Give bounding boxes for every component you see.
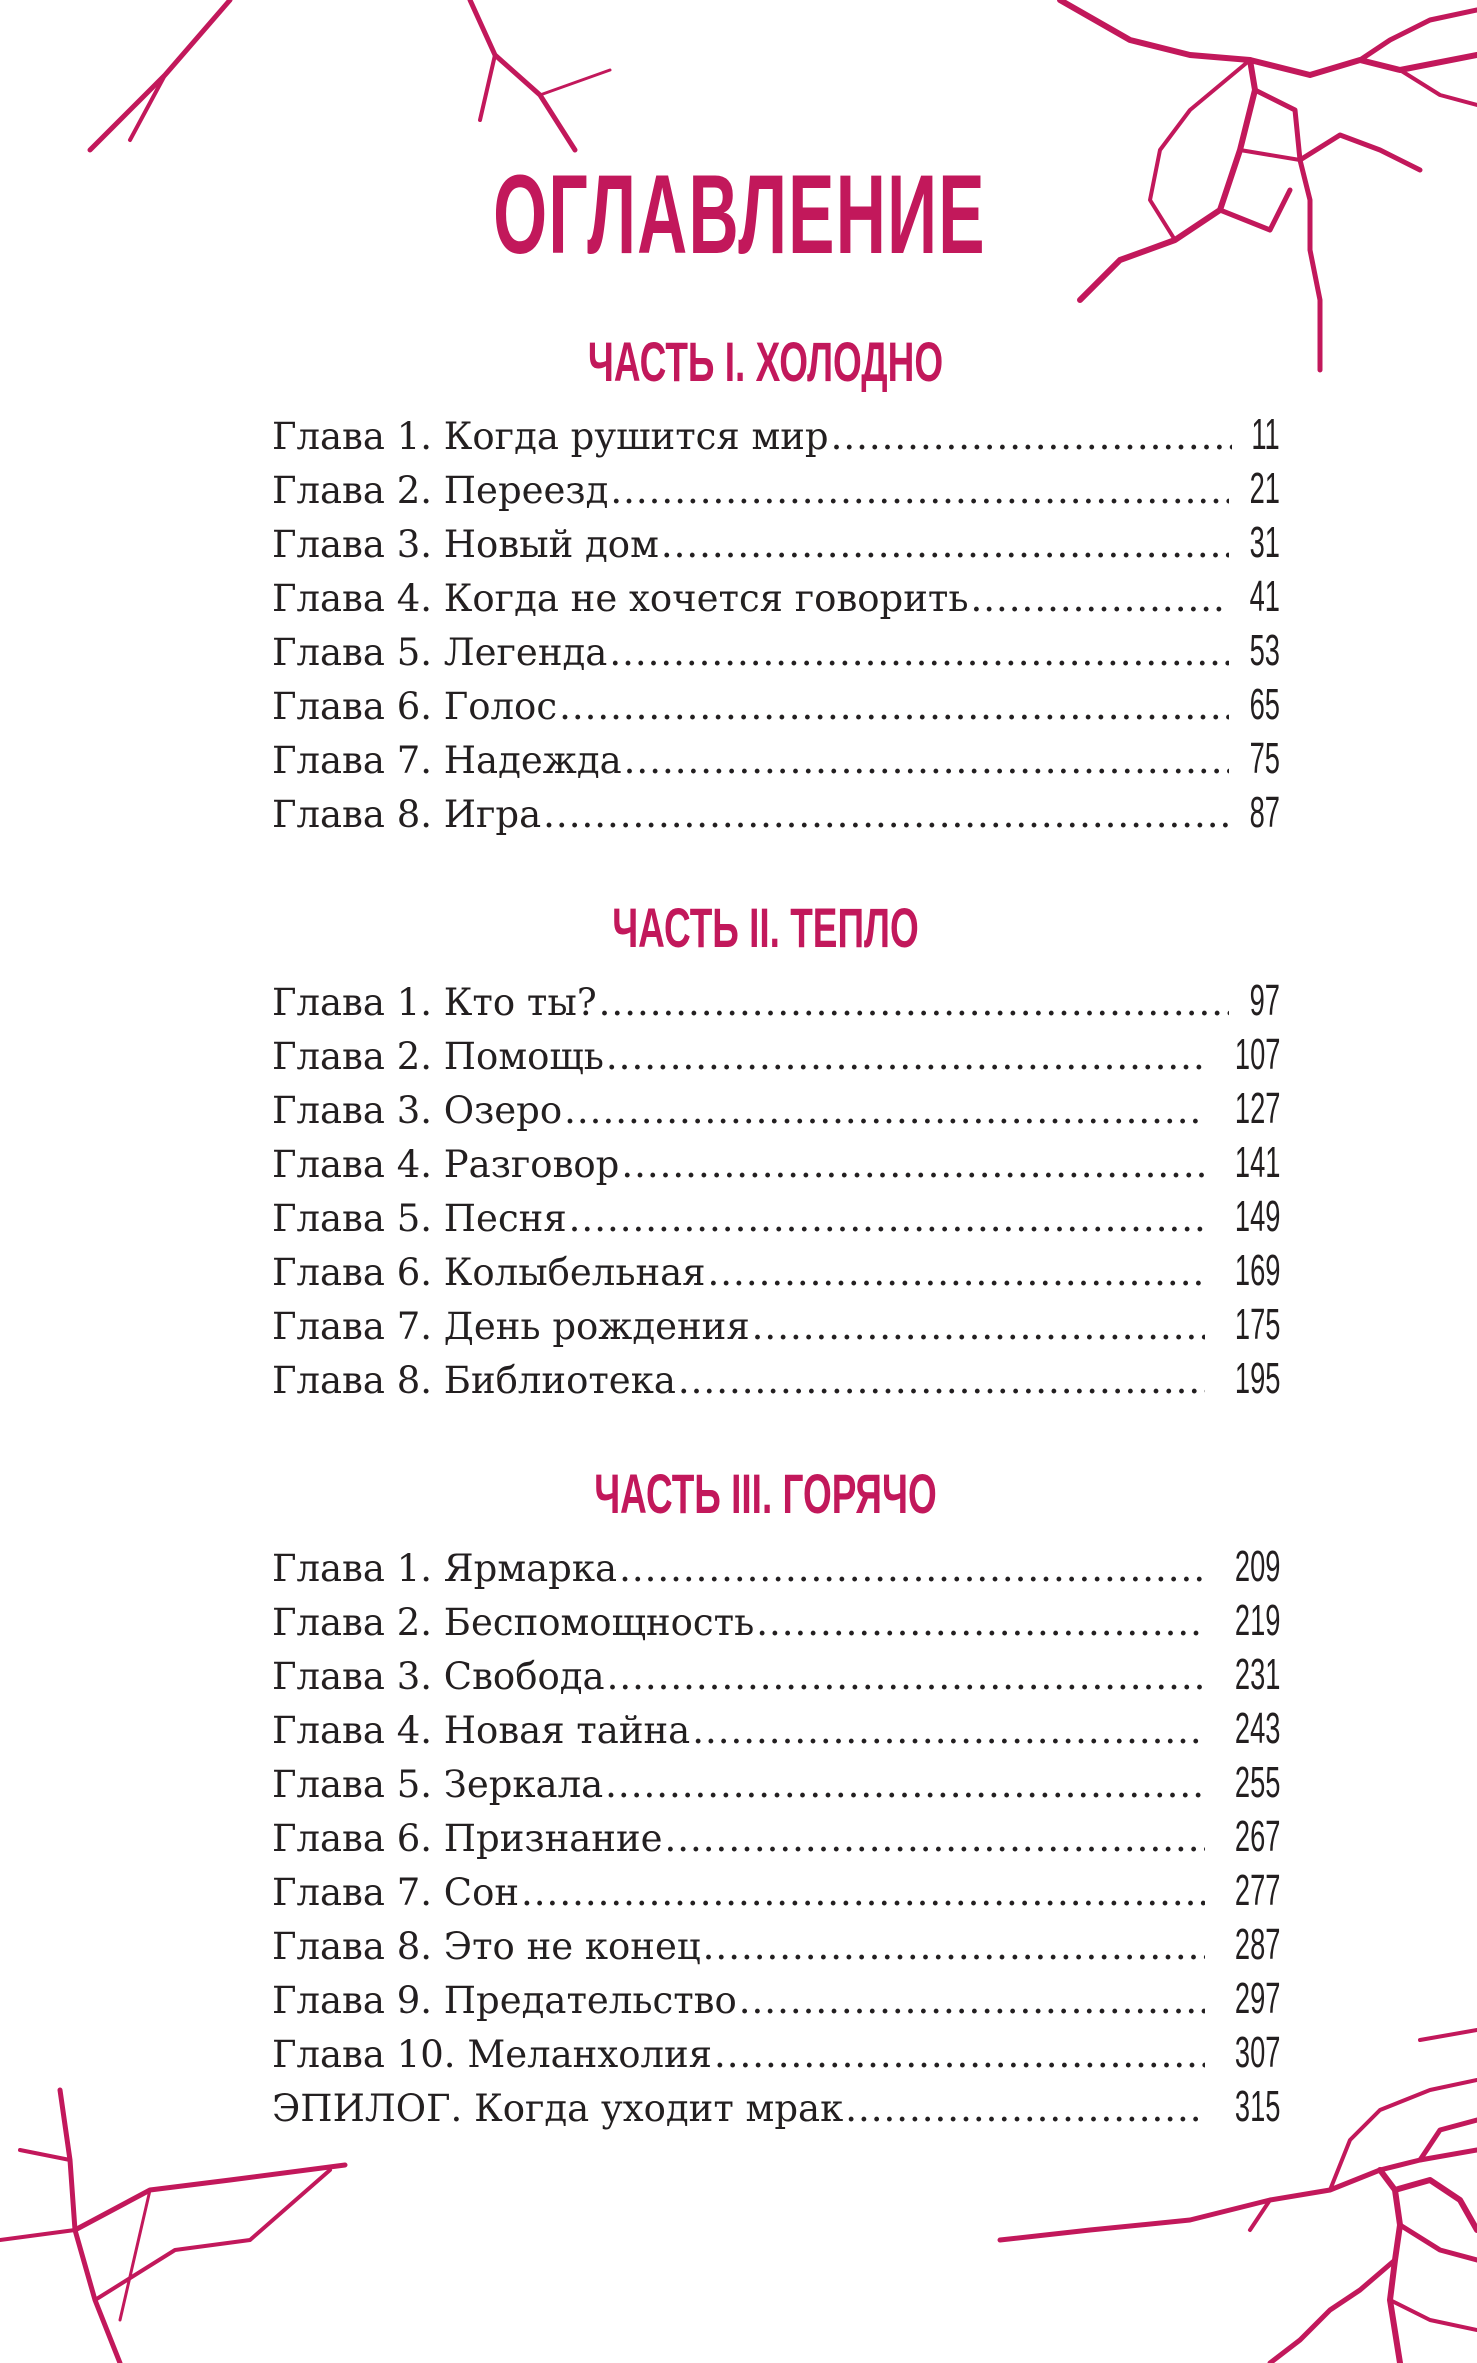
- toc-entry[interactable]: [272, 678, 1280, 732]
- chapter-title: Глава 1. Когда рушится мир: [272, 415, 829, 458]
- epilogue-title: ЭПИЛОГ. Когда уходит мрак: [272, 2087, 844, 2130]
- dot-leader: [619, 1542, 1205, 1596]
- toc-entry[interactable]: [272, 974, 1280, 1028]
- page-number: 169: [1234, 1246, 1280, 1295]
- dot-leader: [621, 1138, 1204, 1192]
- page-number: 149: [1234, 1192, 1280, 1241]
- part-heading: ЧАСТЬ III. ГОРЯЧО: [594, 1462, 937, 1525]
- toc-entry[interactable]: [272, 1972, 1280, 2026]
- dot-leader: [661, 518, 1229, 572]
- toc-entry[interactable]: [272, 1190, 1280, 1244]
- page-number: 219: [1234, 1596, 1280, 1645]
- chapter-title: Глава 3. Озеро: [272, 1089, 563, 1132]
- chapter-title: Глава 6. Колыбельная: [272, 1251, 706, 1294]
- page-number: 287: [1234, 1920, 1280, 1969]
- chapter-list: [272, 974, 1280, 1406]
- chapter-title: Глава 6. Признание: [272, 1817, 663, 1860]
- toc-entry[interactable]: [272, 408, 1280, 462]
- table-of-contents: [272, 316, 1280, 2134]
- chapter-title: Глава 1. Ярмарка: [272, 1547, 618, 1590]
- toc-entry[interactable]: [272, 732, 1280, 786]
- part-section: [272, 882, 1280, 1406]
- page-number: 11: [1251, 410, 1280, 459]
- page-number: 127: [1234, 1084, 1280, 1133]
- chapter-title: Глава 6. Голос: [272, 685, 558, 728]
- chapter-title: Глава 2. Переезд: [272, 469, 609, 512]
- page-number: 41: [1249, 572, 1280, 621]
- dot-leader: [714, 2028, 1205, 2082]
- page-number: 297: [1234, 1974, 1280, 2023]
- dot-leader: [703, 1920, 1205, 1974]
- page-number: 107: [1234, 1030, 1280, 1079]
- toc-entry[interactable]: [272, 1864, 1280, 1918]
- toc-entry[interactable]: [272, 1082, 1280, 1136]
- chapter-title: Глава 9. Предательство: [272, 1979, 737, 2022]
- part-section: [272, 1448, 1280, 2134]
- page-title: ОГЛАВЛЕНИЕ: [493, 152, 986, 277]
- page-number: 315: [1234, 2082, 1280, 2131]
- dot-leader: [609, 626, 1229, 680]
- toc-entry[interactable]: [272, 570, 1280, 624]
- dot-leader: [569, 1192, 1205, 1246]
- toc-entry[interactable]: [272, 1702, 1280, 1756]
- chapter-title: Глава 5. Зеркала: [272, 1763, 604, 1806]
- dot-leader: [543, 788, 1229, 842]
- dot-leader: [607, 1650, 1205, 1704]
- dot-leader: [564, 1084, 1204, 1138]
- page-number: 31: [1249, 518, 1280, 567]
- toc-entry[interactable]: [272, 1648, 1280, 1702]
- chapter-title: Глава 3. Новый дом: [272, 523, 659, 566]
- dot-leader: [756, 1596, 1204, 1650]
- toc-entry[interactable]: [272, 2026, 1280, 2080]
- chapter-title: Глава 2. Помощь: [272, 1035, 604, 1078]
- page-number: 175: [1234, 1300, 1280, 1349]
- dot-leader: [521, 1866, 1205, 1920]
- dot-leader: [665, 1812, 1205, 1866]
- page-number: 231: [1234, 1650, 1280, 1699]
- page-number: 141: [1234, 1138, 1280, 1187]
- crack-top-left: [90, 0, 610, 150]
- part-heading: ЧАСТЬ I. ХОЛОДНО: [587, 330, 944, 393]
- page-number: 75: [1249, 734, 1280, 783]
- chapter-title: Глава 10. Меланхолия: [272, 2033, 712, 2076]
- page-number: 267: [1234, 1812, 1280, 1861]
- chapter-title: Глава 3. Свобода: [272, 1655, 605, 1698]
- toc-entry[interactable]: [272, 1352, 1280, 1406]
- toc-entry[interactable]: [272, 1810, 1280, 1864]
- page-number: 21: [1249, 464, 1280, 513]
- page-number: 209: [1234, 1542, 1280, 1591]
- chapter-title: Глава 4. Разговор: [272, 1143, 620, 1186]
- page-number: 243: [1234, 1704, 1280, 1753]
- chapter-title: Глава 1. Кто ты?: [272, 981, 597, 1024]
- dot-leader: [624, 734, 1229, 788]
- page-number: 87: [1249, 788, 1280, 837]
- toc-entry[interactable]: [272, 1918, 1280, 1972]
- toc-entry[interactable]: [272, 516, 1280, 570]
- page-number: 65: [1249, 680, 1280, 729]
- dot-leader: [708, 1246, 1205, 1300]
- page-number: 97: [1249, 976, 1280, 1025]
- chapter-title: Глава 7. Сон: [272, 1871, 520, 1914]
- dot-leader: [610, 464, 1229, 518]
- page-number: 277: [1234, 1866, 1280, 1915]
- part-heading: ЧАСТЬ II. ТЕПЛО: [612, 896, 919, 959]
- chapter-title: Глава 7. День рождения: [272, 1305, 750, 1348]
- toc-entry[interactable]: [272, 786, 1280, 840]
- dot-leader: [559, 680, 1229, 734]
- dot-leader: [845, 2082, 1204, 2136]
- toc-entry[interactable]: [272, 1594, 1280, 1648]
- dot-leader: [739, 1974, 1205, 2028]
- page-number: 255: [1234, 1758, 1280, 1807]
- toc-entry[interactable]: [272, 1244, 1280, 1298]
- chapter-title: Глава 2. Беспомощность: [272, 1601, 755, 1644]
- toc-entry[interactable]: [272, 624, 1280, 678]
- toc-entry[interactable]: [272, 462, 1280, 516]
- dot-leader: [605, 1758, 1204, 1812]
- dot-leader: [678, 1354, 1205, 1408]
- toc-entry[interactable]: [272, 1298, 1280, 1352]
- chapter-title: Глава 5. Песня: [272, 1197, 567, 1240]
- chapter-title: Глава 5. Легенда: [272, 631, 608, 674]
- chapter-title: Глава 8. Библиотека: [272, 1359, 676, 1402]
- dot-leader: [831, 410, 1233, 464]
- dot-leader: [692, 1704, 1204, 1758]
- page-number: 307: [1234, 2028, 1280, 2077]
- dot-leader: [971, 572, 1230, 626]
- toc-entry[interactable]: [272, 1028, 1280, 1082]
- chapter-title: Глава 7. Надежда: [272, 739, 622, 782]
- dot-leader: [606, 1030, 1205, 1084]
- toc-entry[interactable]: [272, 1540, 1280, 1594]
- dot-leader: [599, 976, 1229, 1030]
- chapter-title: Глава 4. Когда не хочется говорить: [272, 577, 969, 620]
- chapter-list: [272, 1540, 1280, 2134]
- toc-entry[interactable]: [272, 2080, 1280, 2134]
- toc-entry[interactable]: [272, 1136, 1280, 1190]
- chapter-title: Глава 8. Это не конец: [272, 1925, 701, 1968]
- page-number: 195: [1234, 1354, 1280, 1403]
- page-number: 53: [1249, 626, 1280, 675]
- dot-leader: [752, 1300, 1205, 1354]
- toc-entry[interactable]: [272, 1756, 1280, 1810]
- chapter-list: [272, 408, 1280, 840]
- part-section: [272, 316, 1280, 840]
- chapter-title: Глава 4. Новая тайна: [272, 1709, 691, 1752]
- chapter-title: Глава 8. Игра: [272, 793, 542, 836]
